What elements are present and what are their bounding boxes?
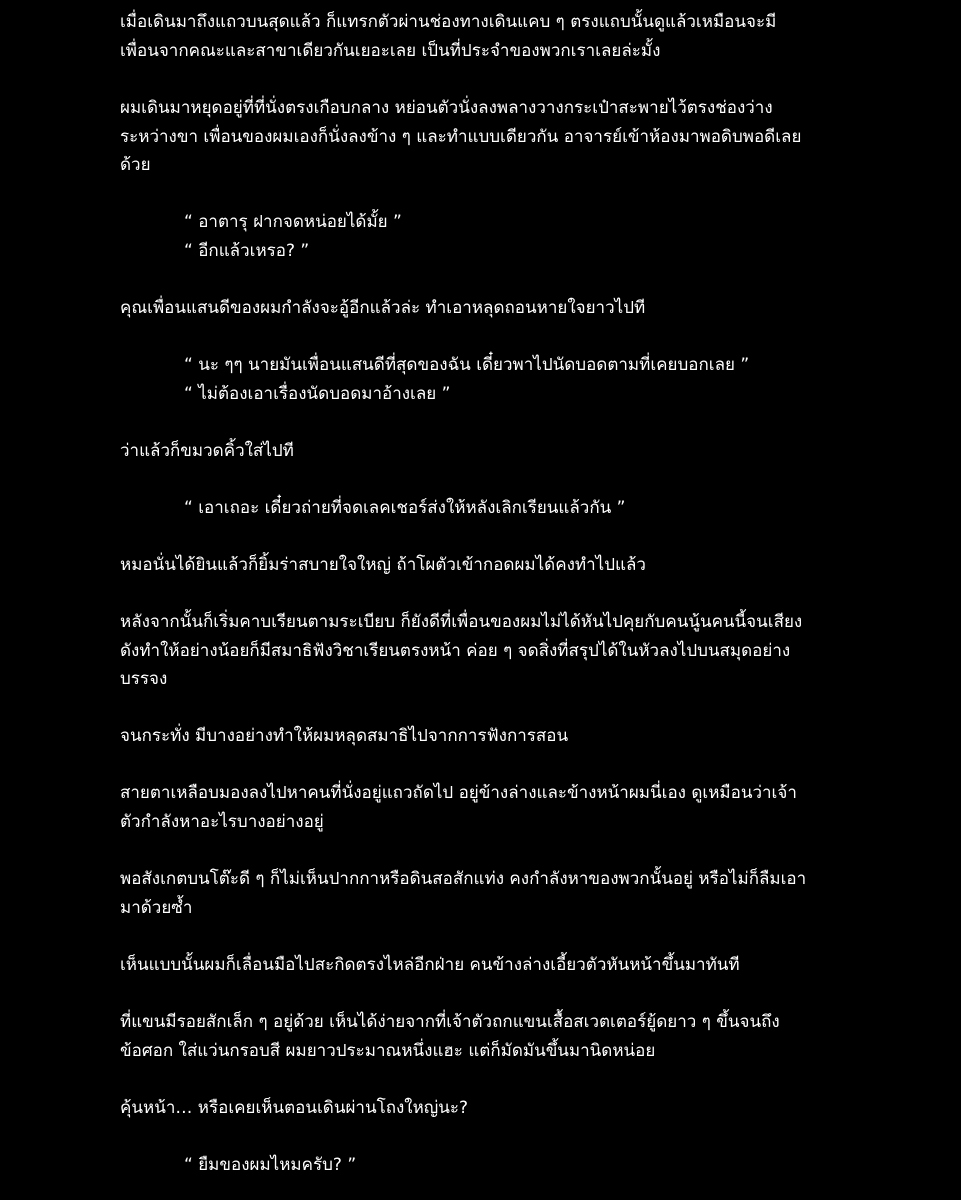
dialogue-line: “ อีกแล้วเหรอ? ”: [184, 241, 310, 261]
paragraph-line: มาด้วยซ้ำ: [120, 898, 193, 918]
paragraph-line: เพื่อนจากคณะและสาขาเดียวกันเยอะเลย เป็นที่ประจำของพวกเราเลยล่ะมั้ง: [120, 41, 661, 61]
paragraph-line: หมอนั่นได้ยินแล้วก็ยิ้มร่าสบายใจใหญ่ ถ้าโผตัวเข้ากอดผมได้คงทำไปแล้ว: [120, 555, 646, 575]
paragraph-line: คุ้นหน้า… หรือเคยเห็นตอนเดินผ่านโถงใหญ่นะ?: [120, 1098, 469, 1118]
paragraph-line: จนกระทั่ง มีบางอย่างทำให้ผมหลุดสมาธิไปจากการฟังการสอน: [120, 726, 569, 746]
dialogue-line: “ อาตารุ ฝากจดหน่อยได้มั้ย ”: [184, 212, 402, 232]
paragraph-line: ดังทำให้อย่างน้อยก็มีสมาธิฟังวิชาเรียนตรงหน้า ค่อย ๆ จดสิ่งที่สรุปได้ในหัวลงไปบนสมุดอย่าง: [120, 641, 791, 661]
paragraph-line: หลังจากนั้นก็เริ่มคาบเรียนตามระเบียบ ก็ยังดีที่เพื่อนของผมไม่ได้หันไปคุยกับคนนู้นคนนี้จนเสียง: [120, 612, 803, 632]
dialogue-line: “ ไม่ต้องเอาเรื่องนัดบอดมาอ้างเลย ”: [184, 384, 451, 404]
paragraph-line: ระหว่างขา เพื่อนของผมเองก็นั่งลงข้าง ๆ และทำแบบเดียวกัน อาจารย์เข้าห้องมาพอดิบพอดีเลย: [120, 127, 802, 147]
dialogue-line: “ ยืมของผมไหมครับ? ”: [184, 1155, 357, 1175]
paragraph-line: ที่แขนมีรอยสักเล็ก ๆ อยู่ด้วย เห็นได้ง่ายจากที่เจ้าตัวถกแขนเสื้อสเวตเตอร์ยู้ดยาว ๆ ขึ้นจนถึง: [120, 1012, 780, 1032]
paragraph-line: ว่าแล้วก็ขมวดคิ้วใส่ไปที: [120, 441, 294, 461]
paragraph-line: เมื่อเดินมาถึงแถวบนสุดแล้ว ก็แทรกตัวผ่านช่องทางเดินแคบ ๆ ตรงแถบนั้นดูแล้วเหมือนจะมี: [120, 12, 777, 32]
paragraph-line: บรรจง: [120, 669, 168, 689]
paragraph-line: เห็นแบบนั้นผมก็เลื่อนมือไปสะกิดตรงไหล่อีกฝ่าย คนข้างล่างเอี้ยวตัวหันหน้าขึ้นมาทันที: [120, 955, 740, 975]
paragraph-line: คุณเพื่อนแสนดีของผมกำลังจะอู้อีกแล้วล่ะ ทำเอาหลุดถอนหายใจยาวไปที: [120, 298, 646, 318]
dialogue-line: “ นะ ๆๆ นายมันเพื่อนแสนดีที่สุดของฉัน เดี๋ยวพาไปนัดบอดตามที่เคยบอกเลย ”: [184, 355, 750, 375]
paragraph-line: ด้วย: [120, 155, 151, 175]
paragraph-line: ตัวกำลังหาอะไรบางอย่างอยู่: [120, 812, 324, 832]
paragraph-line: พอสังเกตบนโต๊ะดี ๆ ก็ไม่เห็นปากกาหรือดินสอสักแท่ง คงกำลังหาของพวกนั้นอยู่ หรือไม่ก็ลืมเอา: [120, 869, 807, 889]
paragraph-line: สายตาเหลือบมองลงไปหาคนที่นั่งอยู่แถวถัดไป อยู่ข้างล่างและข้างหน้าผมนี่เอง ดูเหมือนว่าเจ้า: [120, 783, 797, 803]
dialogue-line: “ เอาเถอะ เดี๋ยวถ่ายที่จดเลคเชอร์ส่งให้หลังเลิกเรียนแล้วกัน ”: [184, 498, 626, 518]
paragraph-line: ข้อศอก ใส่แว่นกรอบสี ผมยาวประมาณหนึ่งแฮะ แต่ก็มัดมันขึ้นมานิดหน่อย: [120, 1041, 656, 1061]
paragraph-line: ผมเดินมาหยุดอยู่ที่ที่นั่งตรงเกือบกลาง หย่อนตัวนั่งลงพลางวางกระเป๋าสะพายไว้ตรงช่องว่าง: [120, 98, 773, 118]
